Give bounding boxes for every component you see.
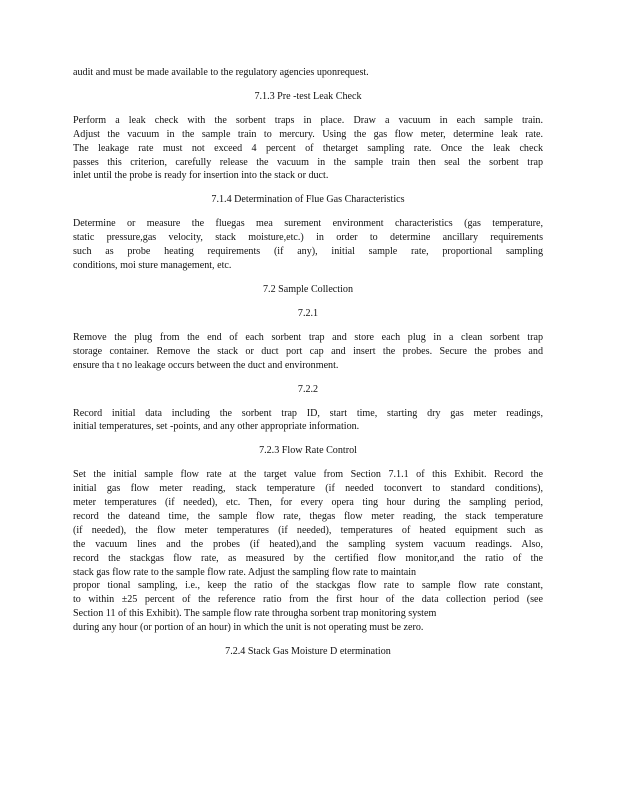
- paragraph-line: Determine or measure the fluegas mea surement environment characteristics (gas temperature,: [73, 218, 543, 230]
- paragraph-line: The leakage rate must not exceed 4 percent of thetarget sampling rate. Once the leak check: [73, 142, 543, 154]
- paragraph-line: during any hour (or portion of an hour) in which the unit is not operating must be zero.: [73, 622, 424, 634]
- paragraph-line: conditions, moi sture management, etc.: [73, 260, 232, 272]
- paragraph-line: Record initial data including the sorbent trap ID, start time, starting dry gas meter readings,: [73, 407, 543, 419]
- paragraph-line: Perform a leak check with the sorbent traps in place. Draw a vacuum in each sample train.: [73, 114, 543, 126]
- paragraph-line: Remove the plug from the end of each sorbent trap and store each plug in a clean sorbent trap: [73, 331, 543, 343]
- paragraph-line: to within ±25 percent of the reference ratio from the first hour of the data collection period (see: [73, 594, 543, 606]
- paragraph-line: Section 11 of this Exhibit). The sample flow rate througha sorbent trap monitoring system: [73, 608, 437, 620]
- section-heading-7-1-3: 7.1.3 Pre -test Leak Check: [254, 90, 362, 102]
- paragraph-line: the vacuum lines and the probes (if heated),and the sampling system vacuum readings. Also,: [73, 538, 543, 550]
- section-heading-7-1-4: 7.1.4 Determination of Flue Gas Characteristics: [211, 194, 405, 206]
- paragraph-line: storage container. Remove the stack or duct port cap and insert the probes. Secure the probes and: [73, 345, 543, 357]
- document-page: [73, 66, 543, 659]
- intro-text-line: audit and must be made available to the regulatory agencies uponrequest.: [73, 67, 369, 78]
- paragraph-7-2-1: [73, 331, 543, 373]
- paragraph-7-2-3: [73, 468, 543, 635]
- paragraph-line: static pressure,gas velocity, stack moisture,etc.) in order to determine ancillary requirements: [73, 232, 543, 244]
- section-heading-7-2-1: 7.2.1: [297, 307, 319, 319]
- section-heading-7-2-4: 7.2.4 Stack Gas Moisture D etermination: [225, 646, 391, 658]
- section-heading-7-2-2: 7.2.2: [297, 383, 319, 395]
- paragraph-line: Adjust the vacuum in the sample train to mercury. Using the gas flow meter, determine leak rate.: [73, 128, 543, 140]
- paragraph-line: initial gas flow meter reading, stack temperature (if needed toconvert to standard conditions),: [73, 483, 543, 495]
- paragraph-7-1-3: [73, 114, 543, 183]
- paragraph-7-1-4: [73, 217, 543, 273]
- paragraph-line: record the dateand time, the sample flow rate, thegas flow meter reading, the stack temperature: [73, 511, 543, 523]
- paragraph-line: stack gas flow rate to the sample flow rate. Adjust the sampling flow rate to maintain: [73, 566, 417, 578]
- paragraph-line: meter temperatures (if needed), etc. Then, for every opera ting hour during the sampling period,: [73, 497, 543, 509]
- paragraph-line: inlet until the probe is ready for insertion into the stack or duct.: [73, 170, 329, 182]
- paragraph-line: Set the initial sample flow rate at the target value from Section 7.1.1 of this Exhibit. Record the: [73, 469, 543, 481]
- paragraph-line: passes this criterion, carefully release the vacuum in the sample train then seal the sorbent trap: [73, 156, 543, 168]
- section-heading-7-2-3: 7.2.3 Flow Rate Control: [259, 445, 357, 457]
- paragraph-7-2-2: [73, 407, 543, 435]
- paragraph-line: such as probe heating requirements (if any), initial sample rate, proportional sampling: [73, 246, 543, 258]
- paragraph-line: initial temperatures, set -points, and any other appropriate information.: [73, 421, 360, 433]
- section-heading-7-2: 7.2 Sample Collection: [263, 283, 353, 295]
- paragraph-line: (if needed), the flow meter temperatures (if needed), temperatures of heated equipment such as: [73, 524, 543, 536]
- paragraph-line: ensure tha t no leakage occurs between the duct and environment.: [73, 359, 339, 371]
- paragraph-line: record the stackgas flow rate, as measured by the certified flow monitor,and the ratio of the: [73, 552, 543, 564]
- paragraph-line: propor tional sampling, i.e., keep the ratio of the stackgas flow rate to sample flow rate constant,: [73, 580, 543, 592]
